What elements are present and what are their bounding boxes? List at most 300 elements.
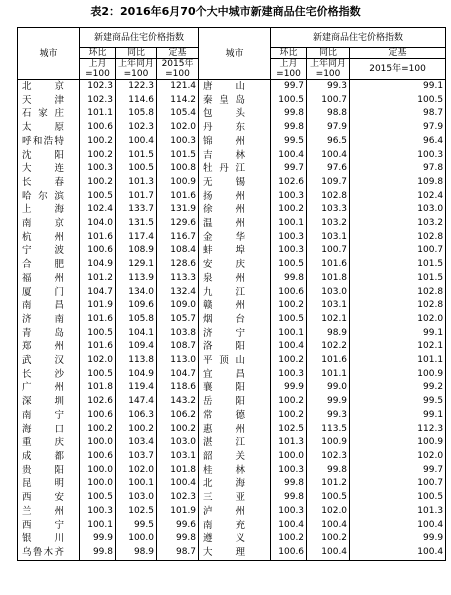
fixed-base-header: 2015年=100: [157, 59, 199, 80]
city-cell: [199, 203, 271, 217]
yoy-cell: 113.8: [116, 354, 157, 368]
city-cell: [199, 409, 271, 423]
table-row: [18, 381, 446, 395]
table-row: [18, 244, 446, 258]
city-cell: [18, 258, 80, 272]
city-cell: [199, 450, 271, 464]
mom-cell: 100.1: [80, 519, 116, 533]
mom-cell: 100.2: [271, 395, 307, 409]
city-cell: [199, 244, 271, 258]
city-cell: [18, 491, 80, 505]
table-row: [18, 286, 446, 300]
city-name: 长春: [22, 176, 64, 188]
city-name: 宜昌: [203, 368, 246, 380]
city-name: 湛江: [203, 437, 246, 449]
yoy-cell: 100.2: [307, 532, 350, 546]
mom-cell: 100.3: [271, 368, 307, 382]
city-name: 西安: [22, 492, 64, 504]
fixed-cell: 105.4: [157, 107, 199, 121]
city-name: 太原: [22, 122, 64, 134]
yoy-cell: 147.4: [116, 395, 157, 409]
yoy-cell: 103.1: [307, 299, 350, 313]
city-name: 广州: [22, 382, 64, 394]
fixed-cell: 96.4: [350, 135, 446, 149]
city-header: 城市: [199, 28, 271, 80]
yoy-cell: 109.4: [116, 340, 157, 354]
yoy-cell: 103.0: [116, 491, 157, 505]
city-name: 常德: [203, 409, 246, 421]
fixed-cell: 100.3: [157, 135, 199, 149]
mom-cell: 101.6: [80, 231, 116, 245]
city-name: 兰州: [22, 505, 64, 517]
fixed-cell: 101.5: [350, 258, 446, 272]
yoy-cell: 102.2: [307, 340, 350, 354]
yoy-cell: 96.5: [307, 135, 350, 149]
city-name: 九江: [203, 286, 246, 298]
mom-cell: 99.8: [80, 546, 116, 560]
city-cell: [18, 121, 80, 135]
mom-cell: 99.5: [271, 135, 307, 149]
mom-cell: 100.2: [80, 176, 116, 190]
yoy-cell: 102.0: [307, 505, 350, 519]
yoy-header: 同比: [116, 48, 157, 59]
yoy-cell: 99.3: [307, 80, 350, 94]
fixed-cell: 98.7: [157, 546, 199, 560]
yoy-cell: 100.5: [307, 491, 350, 505]
mom-cell: 101.1: [80, 107, 116, 121]
mom-cell: 100.2: [80, 423, 116, 437]
city-name: 南充: [203, 519, 246, 531]
yoy-cell: 100.2: [116, 423, 157, 437]
table-row: [18, 162, 446, 176]
fixed-cell: 102.8: [350, 286, 446, 300]
yoy-cell: 99.9: [307, 395, 350, 409]
city-cell: [18, 244, 80, 258]
mom-cell: 100.6: [271, 546, 307, 560]
table-row: [18, 94, 446, 108]
yoy-cell: 114.6: [116, 94, 157, 108]
city-name: 韶关: [203, 450, 246, 462]
table-row: [18, 477, 446, 491]
mom-cell: 99.8: [271, 107, 307, 121]
city-cell: [18, 162, 80, 176]
yoy-cell: 100.5: [116, 162, 157, 176]
yoy-base-header: 上年同月=100: [116, 59, 157, 80]
city-name: 泸州: [203, 505, 246, 517]
fixed-cell: 143.2: [157, 395, 199, 409]
table-row: [18, 395, 446, 409]
fixed-cell: 121.4: [157, 80, 199, 94]
fixed-cell: 101.3: [350, 505, 446, 519]
fixed-cell: 100.4: [350, 546, 446, 560]
yoy-cell: 99.3: [307, 409, 350, 423]
fixed-cell: 99.7: [350, 464, 446, 478]
mom-cell: 100.5: [80, 491, 116, 505]
yoy-cell: 100.7: [307, 94, 350, 108]
mom-cell: 100.3: [271, 505, 307, 519]
fixed-cell: 129.6: [157, 217, 199, 231]
yoy-cell: 103.0: [307, 286, 350, 300]
yoy-cell: 99.8: [307, 464, 350, 478]
city-name: 赣州: [203, 300, 246, 312]
city-name: 呼和浩特: [22, 135, 64, 147]
mom-cell: 102.5: [271, 423, 307, 437]
yoy-cell: 102.5: [116, 505, 157, 519]
fixed-cell: 102.0: [350, 450, 446, 464]
city-header: 城市: [18, 28, 80, 80]
table-row: [18, 491, 446, 505]
city-cell: [199, 491, 271, 505]
yoy-cell: 100.9: [307, 436, 350, 450]
fixed-cell: 132.4: [157, 286, 199, 300]
city-cell: [199, 519, 271, 533]
yoy-cell: 122.3: [116, 80, 157, 94]
city-name: 秦皇岛: [203, 94, 246, 106]
mom-cell: 101.9: [80, 299, 116, 313]
city-cell: [199, 149, 271, 163]
yoy-cell: 98.9: [307, 327, 350, 341]
yoy-cell: 105.8: [116, 107, 157, 121]
yoy-cell: 101.7: [116, 190, 157, 204]
table-row: [18, 505, 446, 519]
table-row: [18, 299, 446, 313]
fixed-cell: 118.6: [157, 381, 199, 395]
fixed-cell: 100.2: [157, 423, 199, 437]
yoy-cell: 113.9: [116, 272, 157, 286]
table-row: [18, 80, 446, 94]
yoy-cell: 103.4: [116, 436, 157, 450]
city-name: 吉林: [203, 149, 246, 161]
city-name: 沈阳: [22, 149, 64, 161]
city-name: 泉州: [203, 272, 246, 284]
table-row: [18, 464, 446, 478]
index-group-header: 新建商品住宅价格指数: [80, 28, 199, 48]
yoy-cell: 117.4: [116, 231, 157, 245]
yoy-cell: 104.1: [116, 327, 157, 341]
price-index-table: [17, 27, 446, 561]
table-row: [18, 313, 446, 327]
table-row: [18, 327, 446, 341]
city-cell: [18, 135, 80, 149]
city-name: 厦门: [22, 286, 64, 298]
city-name: 金华: [203, 231, 246, 243]
city-cell: [199, 286, 271, 300]
table-row: [18, 203, 446, 217]
fixed-cell: 100.5: [350, 94, 446, 108]
city-cell: [199, 381, 271, 395]
fixed-cell: 100.8: [157, 162, 199, 176]
yoy-cell: 100.4: [307, 519, 350, 533]
city-cell: [199, 340, 271, 354]
table-row: [18, 423, 446, 437]
city-name: 包头: [203, 108, 246, 120]
fixed-header: 定基: [157, 48, 199, 59]
city-name: 福州: [22, 272, 64, 284]
mom-cell: 100.0: [80, 436, 116, 450]
mom-cell: 102.6: [271, 176, 307, 190]
mom-cell: 100.0: [271, 450, 307, 464]
fixed-cell: 99.1: [350, 409, 446, 423]
fixed-cell: 100.9: [157, 176, 199, 190]
city-name: 南宁: [22, 409, 64, 421]
mom-base-header: 上月=100: [271, 59, 307, 80]
city-name: 岳阳: [203, 396, 246, 408]
city-cell: [199, 546, 271, 560]
mom-cell: 100.6: [80, 450, 116, 464]
city-name: 温州: [203, 218, 246, 230]
mom-cell: 99.9: [271, 381, 307, 395]
city-name: 蚌埠: [203, 245, 246, 257]
mom-cell: 100.5: [80, 327, 116, 341]
fixed-cell: 101.6: [157, 190, 199, 204]
mom-cell: 102.3: [80, 80, 116, 94]
mom-cell: 100.1: [271, 217, 307, 231]
city-cell: [199, 354, 271, 368]
mom-cell: 100.2: [271, 203, 307, 217]
city-name: 长沙: [22, 368, 64, 380]
city-cell: [18, 190, 80, 204]
mom-cell: 100.0: [80, 464, 116, 478]
city-cell: [199, 532, 271, 546]
city-cell: [199, 395, 271, 409]
mom-cell: 100.3: [271, 190, 307, 204]
mom-cell: 100.5: [271, 313, 307, 327]
city-name: 济宁: [203, 327, 246, 339]
index-group-header: 新建商品住宅价格指数: [271, 28, 446, 48]
city-cell: [199, 121, 271, 135]
city-cell: [199, 436, 271, 450]
city-name: 锦州: [203, 135, 246, 147]
table-row: [18, 121, 446, 135]
mom-cell: 100.5: [271, 258, 307, 272]
table-row: [18, 190, 446, 204]
table-row: [18, 231, 446, 245]
city-name: 北京: [22, 81, 64, 92]
mom-cell: 104.0: [80, 217, 116, 231]
city-cell: [18, 217, 80, 231]
city-name: 唐山: [203, 81, 246, 92]
fixed-cell: 99.5: [350, 395, 446, 409]
city-cell: [18, 354, 80, 368]
yoy-cell: 97.9: [307, 121, 350, 135]
mom-cell: 100.6: [80, 121, 116, 135]
fixed-cell: 101.1: [350, 354, 446, 368]
city-cell: [199, 327, 271, 341]
fixed-cell: 128.6: [157, 258, 199, 272]
mom-cell: 100.2: [271, 299, 307, 313]
mom-cell: 99.8: [271, 272, 307, 286]
city-cell: [18, 395, 80, 409]
mom-cell: 100.2: [80, 135, 116, 149]
fixed-cell: 102.3: [157, 491, 199, 505]
mom-cell: 100.2: [80, 149, 116, 163]
city-name: 三亚: [203, 492, 246, 504]
fixed-cell: 99.1: [350, 80, 446, 94]
city-cell: [18, 505, 80, 519]
yoy-header: 同比: [307, 48, 350, 59]
mom-cell: 104.9: [80, 258, 116, 272]
city-name: 扬州: [203, 190, 246, 202]
table-row: [18, 519, 446, 533]
city-cell: [18, 231, 80, 245]
city-name: 海口: [22, 423, 64, 435]
city-name: 贵阳: [22, 464, 64, 476]
yoy-cell: 97.6: [307, 162, 350, 176]
yoy-cell: 98.8: [307, 107, 350, 121]
city-cell: [199, 94, 271, 108]
fixed-cell: 113.3: [157, 272, 199, 286]
yoy-cell: 131.5: [116, 217, 157, 231]
fixed-cell: 106.2: [157, 409, 199, 423]
mom-cell: 100.2: [271, 409, 307, 423]
yoy-cell: 102.8: [307, 190, 350, 204]
yoy-cell: 101.2: [307, 477, 350, 491]
city-cell: [18, 203, 80, 217]
fixed-cell: 109.8: [350, 176, 446, 190]
city-name: 合肥: [22, 259, 64, 271]
city-cell: [199, 190, 271, 204]
fixed-cell: 101.9: [157, 505, 199, 519]
city-name: 北海: [203, 478, 246, 490]
city-name: 杭州: [22, 231, 64, 243]
fixed-cell: 101.5: [350, 272, 446, 286]
fixed-cell: 99.8: [157, 532, 199, 546]
city-cell: [18, 286, 80, 300]
yoy-cell: 134.0: [116, 286, 157, 300]
city-name: 银川: [22, 533, 64, 545]
yoy-cell: 99.5: [116, 519, 157, 533]
fixed-cell: 100.7: [350, 244, 446, 258]
table-row: [18, 436, 446, 450]
city-cell: [18, 546, 80, 560]
city-name: 桂林: [203, 464, 246, 476]
fixed-cell: 100.9: [350, 368, 446, 382]
city-name: 大理: [203, 546, 246, 558]
fixed-cell: 102.1: [350, 340, 446, 354]
fixed-cell: 99.1: [350, 327, 446, 341]
table-row: [18, 176, 446, 190]
fixed-cell: 114.2: [157, 94, 199, 108]
fixed-cell: 100.4: [157, 477, 199, 491]
city-cell: [18, 176, 80, 190]
fixed-cell: 109.0: [157, 299, 199, 313]
city-cell: [18, 423, 80, 437]
mom-cell: 100.5: [80, 368, 116, 382]
yoy-cell: 102.3: [307, 450, 350, 464]
mom-cell: 101.3: [271, 436, 307, 450]
city-name: 西宁: [22, 519, 64, 531]
table-title: 表2：2016年6月70个大中城市新建商品住宅价格指数: [90, 5, 361, 18]
yoy-cell: 98.9: [116, 546, 157, 560]
city-cell: [18, 340, 80, 354]
fixed-cell: 112.3: [350, 423, 446, 437]
mom-cell: 102.6: [80, 395, 116, 409]
city-cell: [199, 464, 271, 478]
yoy-cell: 103.2: [307, 217, 350, 231]
mom-cell: 100.5: [271, 94, 307, 108]
mom-base-header: 上月=100: [80, 59, 116, 80]
yoy-cell: 133.7: [116, 203, 157, 217]
city-name: 昆明: [22, 478, 64, 490]
city-cell: [18, 464, 80, 478]
fixed-base-header: 2015年=100: [350, 59, 446, 80]
city-name: 天津: [22, 94, 64, 106]
city-name: 南京: [22, 218, 64, 230]
mom-cell: 99.8: [271, 491, 307, 505]
city-cell: [199, 313, 271, 327]
city-name: 遵义: [203, 533, 246, 545]
fixed-cell: 100.4: [350, 519, 446, 533]
yoy-cell: 100.0: [116, 532, 157, 546]
city-cell: [199, 80, 271, 94]
city-cell: [18, 149, 80, 163]
mom-cell: 100.2: [271, 354, 307, 368]
city-cell: [18, 94, 80, 108]
mom-cell: 100.3: [80, 162, 116, 176]
city-name: 重庆: [22, 437, 64, 449]
fixed-cell: 101.5: [157, 149, 199, 163]
city-name: 大连: [22, 163, 64, 175]
mom-cell: 101.6: [80, 313, 116, 327]
city-cell: [199, 477, 271, 491]
yoy-cell: 101.8: [307, 272, 350, 286]
city-name: 上海: [22, 204, 64, 216]
mom-cell: 100.3: [271, 244, 307, 258]
city-cell: [199, 423, 271, 437]
mom-cell: 100.5: [80, 190, 116, 204]
fixed-cell: 104.7: [157, 368, 199, 382]
yoy-base-header: 上年同月=100: [307, 59, 350, 80]
city-cell: [18, 299, 80, 313]
table-row: [18, 450, 446, 464]
yoy-cell: 102.1: [307, 313, 350, 327]
fixed-cell: 100.7: [350, 477, 446, 491]
city-cell: [18, 409, 80, 423]
city-cell: [199, 176, 271, 190]
table-row: [18, 135, 446, 149]
fixed-cell: 99.6: [157, 519, 199, 533]
yoy-cell: 119.4: [116, 381, 157, 395]
city-cell: [18, 327, 80, 341]
table-row: [18, 272, 446, 286]
fixed-cell: 103.0: [350, 203, 446, 217]
fixed-cell: 97.9: [350, 121, 446, 135]
city-name: 宁波: [22, 245, 64, 257]
fixed-cell: 131.9: [157, 203, 199, 217]
city-cell: [199, 231, 271, 245]
yoy-cell: 105.8: [116, 313, 157, 327]
city-cell: [18, 519, 80, 533]
fixed-cell: 101.8: [157, 464, 199, 478]
yoy-cell: 106.3: [116, 409, 157, 423]
fixed-cell: 102.0: [350, 313, 446, 327]
city-name: 惠州: [203, 423, 246, 435]
table-body: [18, 80, 446, 561]
table-row: [18, 107, 446, 121]
mom-cell: 101.6: [80, 340, 116, 354]
fixed-cell: 99.9: [350, 532, 446, 546]
fixed-cell: 97.8: [350, 162, 446, 176]
city-cell: [18, 368, 80, 382]
city-name: 襄阳: [203, 382, 246, 394]
fixed-cell: 105.7: [157, 313, 199, 327]
fixed-cell: 100.3: [350, 149, 446, 163]
city-cell: [199, 135, 271, 149]
fixed-cell: 108.7: [157, 340, 199, 354]
city-name: 平顶山: [203, 355, 246, 367]
mom-cell: 100.4: [271, 149, 307, 163]
mom-cell: 104.7: [80, 286, 116, 300]
